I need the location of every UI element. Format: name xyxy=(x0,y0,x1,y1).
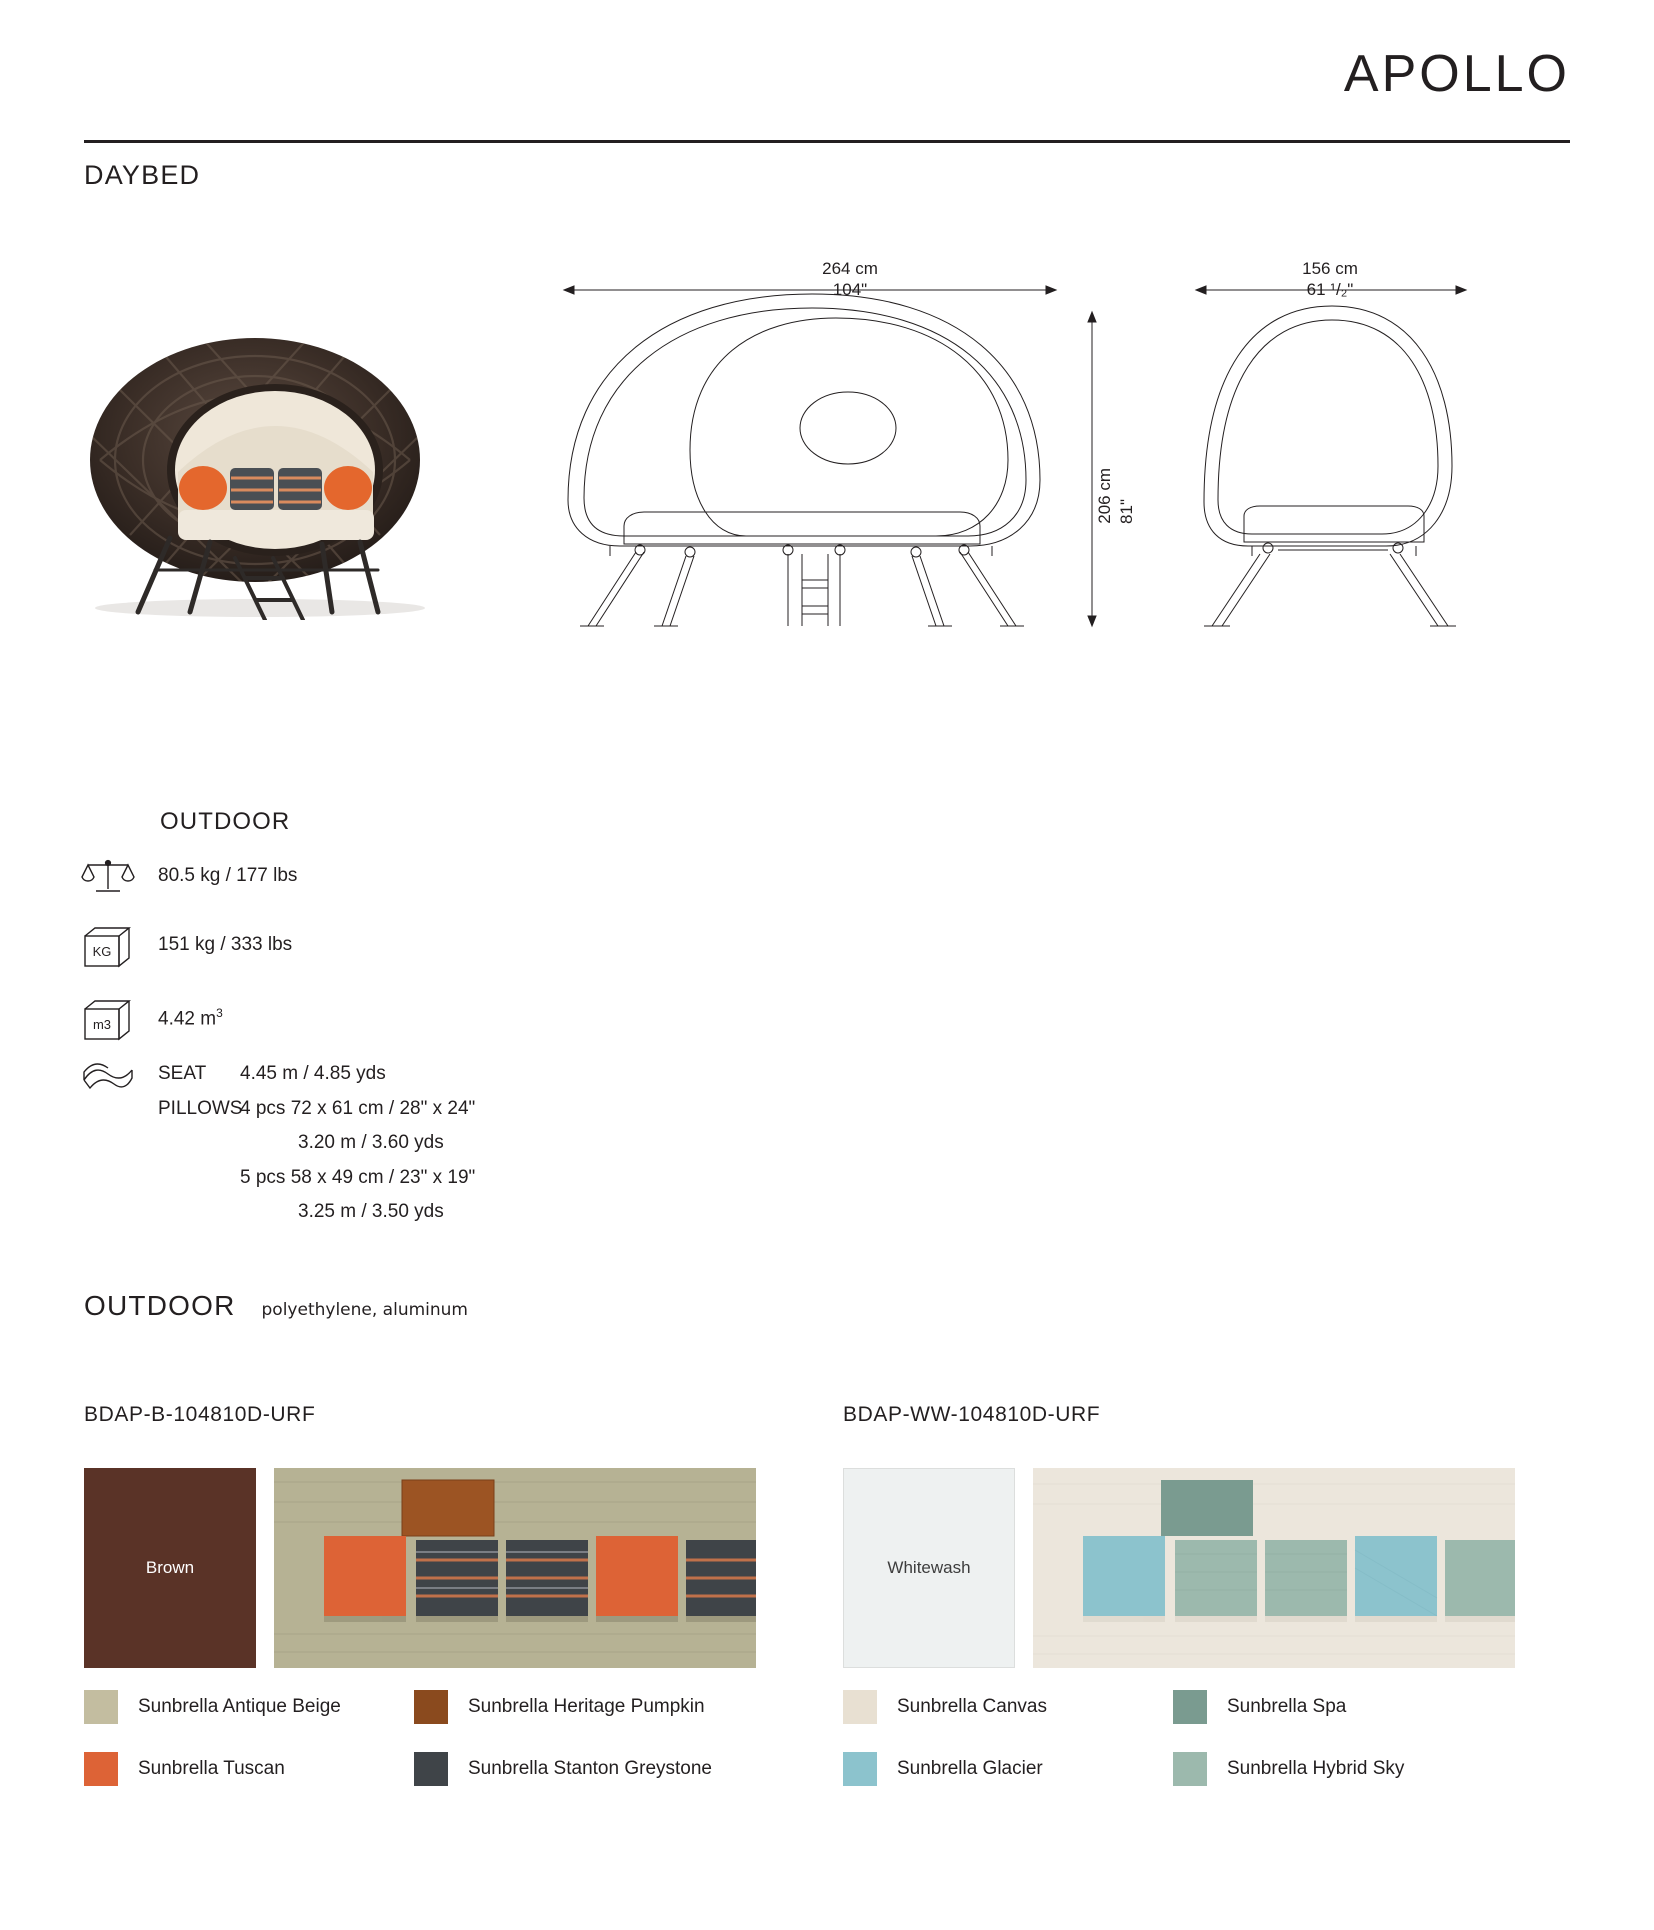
legend-chip xyxy=(414,1752,448,1786)
legend-label: Sunbrella Spa xyxy=(1227,1695,1347,1717)
pillows-line-2: 3.20 m / 3.60 yds xyxy=(298,1132,444,1154)
side-width-cm: 156 cm xyxy=(1302,259,1358,278)
legend-chip xyxy=(1173,1752,1207,1786)
legend-item xyxy=(84,1752,414,1786)
height-in: 81" xyxy=(1117,498,1136,524)
spec-row-net-weight xyxy=(80,855,780,899)
spec-rows xyxy=(80,855,780,1070)
sku-whitewash: BDAP-WW-104810D-URF xyxy=(843,1403,1101,1426)
legend-row xyxy=(843,1752,1543,1786)
scale-icon xyxy=(80,855,158,899)
pillows-line-4: 3.25 m / 3.50 yds xyxy=(298,1201,444,1223)
frame-color-label-brown: Brown xyxy=(145,1558,195,1577)
legend-chip xyxy=(843,1752,877,1786)
legend-label: Sunbrella Glacier xyxy=(897,1757,1043,1779)
swatch-row-brown xyxy=(84,1468,756,1668)
legend-item xyxy=(84,1690,414,1724)
legend-whitewash xyxy=(843,1690,1543,1814)
frame-color-label-whitewash: Whitewash xyxy=(887,1558,971,1577)
spec-row-volume xyxy=(80,997,780,1045)
side-elevation-drawing xyxy=(1160,250,1500,630)
product-type-label: DAYBED xyxy=(84,160,201,190)
side-width-in: 61 ¹/₂" xyxy=(1306,280,1354,300)
pillows-line-1: 4 pcs 72 x 61 cm / 28" x 24" xyxy=(240,1097,476,1119)
volume-value: 4.42 $m^3$ xyxy=(158,1006,223,1030)
front-elevation-drawing xyxy=(540,250,1160,630)
legend-label: Sunbrella Stanton Greystone xyxy=(468,1757,712,1779)
pillows-line-3: 5 pcs 58 x 49 cm / 23" x 19" xyxy=(240,1166,476,1188)
legend-label: Sunbrella Antique Beige xyxy=(138,1695,341,1717)
product-photo xyxy=(60,320,480,620)
legend-item xyxy=(843,1752,1173,1786)
legend-label: Sunbrella Hybrid Sky xyxy=(1227,1757,1405,1779)
fabric-photo-whitewash xyxy=(1033,1468,1515,1668)
front-width-in: 104" xyxy=(832,280,868,300)
spec-row-gross-weight xyxy=(80,924,780,972)
legend-row xyxy=(84,1752,784,1786)
frame-color-card-brown[interactable] xyxy=(84,1468,256,1668)
legend-chip xyxy=(84,1752,118,1786)
legend-row xyxy=(843,1690,1543,1724)
materials-line xyxy=(84,1290,468,1322)
box-volume-icon xyxy=(80,997,158,1045)
pillows-label: PILLOWS xyxy=(158,1097,243,1119)
page-title: APOLLO xyxy=(1343,45,1570,103)
legend-brown xyxy=(84,1690,784,1814)
sku-brown: BDAP-B-104810D-URF xyxy=(84,1403,316,1426)
materials-subtitle: polyethylene, aluminum xyxy=(261,1300,468,1320)
box-weight-icon xyxy=(80,924,158,972)
seat-label: SEAT xyxy=(158,1063,207,1084)
fabric-photo-brown xyxy=(274,1468,756,1668)
legend-label: Sunbrella Heritage Pumpkin xyxy=(468,1695,705,1717)
legend-chip xyxy=(1173,1690,1207,1724)
legend-item xyxy=(414,1690,744,1724)
legend-label: Sunbrella Tuscan xyxy=(138,1757,285,1779)
frame-color-card-whitewash[interactable] xyxy=(843,1468,1015,1668)
fabric-icon xyxy=(80,1060,158,1122)
legend-row xyxy=(84,1690,784,1724)
front-width-cm: 264 cm xyxy=(822,259,878,278)
fabric-requirements xyxy=(80,1060,800,1226)
svg-text:KG: KG xyxy=(92,944,112,959)
legend-item xyxy=(843,1690,1173,1724)
legend-label: Sunbrella Canvas xyxy=(897,1695,1047,1717)
net-weight-value: 80.5 kg / 177 lbs xyxy=(158,865,298,886)
height-cm: 206 cm xyxy=(1095,468,1114,524)
swatch-row-whitewash xyxy=(843,1468,1515,1668)
legend-item xyxy=(1173,1690,1503,1724)
legend-item xyxy=(414,1752,744,1786)
legend-item xyxy=(1173,1752,1503,1786)
legend-chip xyxy=(414,1690,448,1724)
legend-chip xyxy=(843,1690,877,1724)
header-divider xyxy=(84,140,1570,143)
seat-value: 4.45 m / 4.85 yds xyxy=(240,1063,386,1084)
gross-weight-value: 151 kg / 333 lbs xyxy=(158,934,293,955)
spec-section-heading: OUTDOOR xyxy=(160,808,291,835)
svg-text:m3: m3 xyxy=(92,1017,112,1032)
materials-title: OUTDOOR xyxy=(84,1290,236,1321)
legend-chip xyxy=(84,1690,118,1724)
